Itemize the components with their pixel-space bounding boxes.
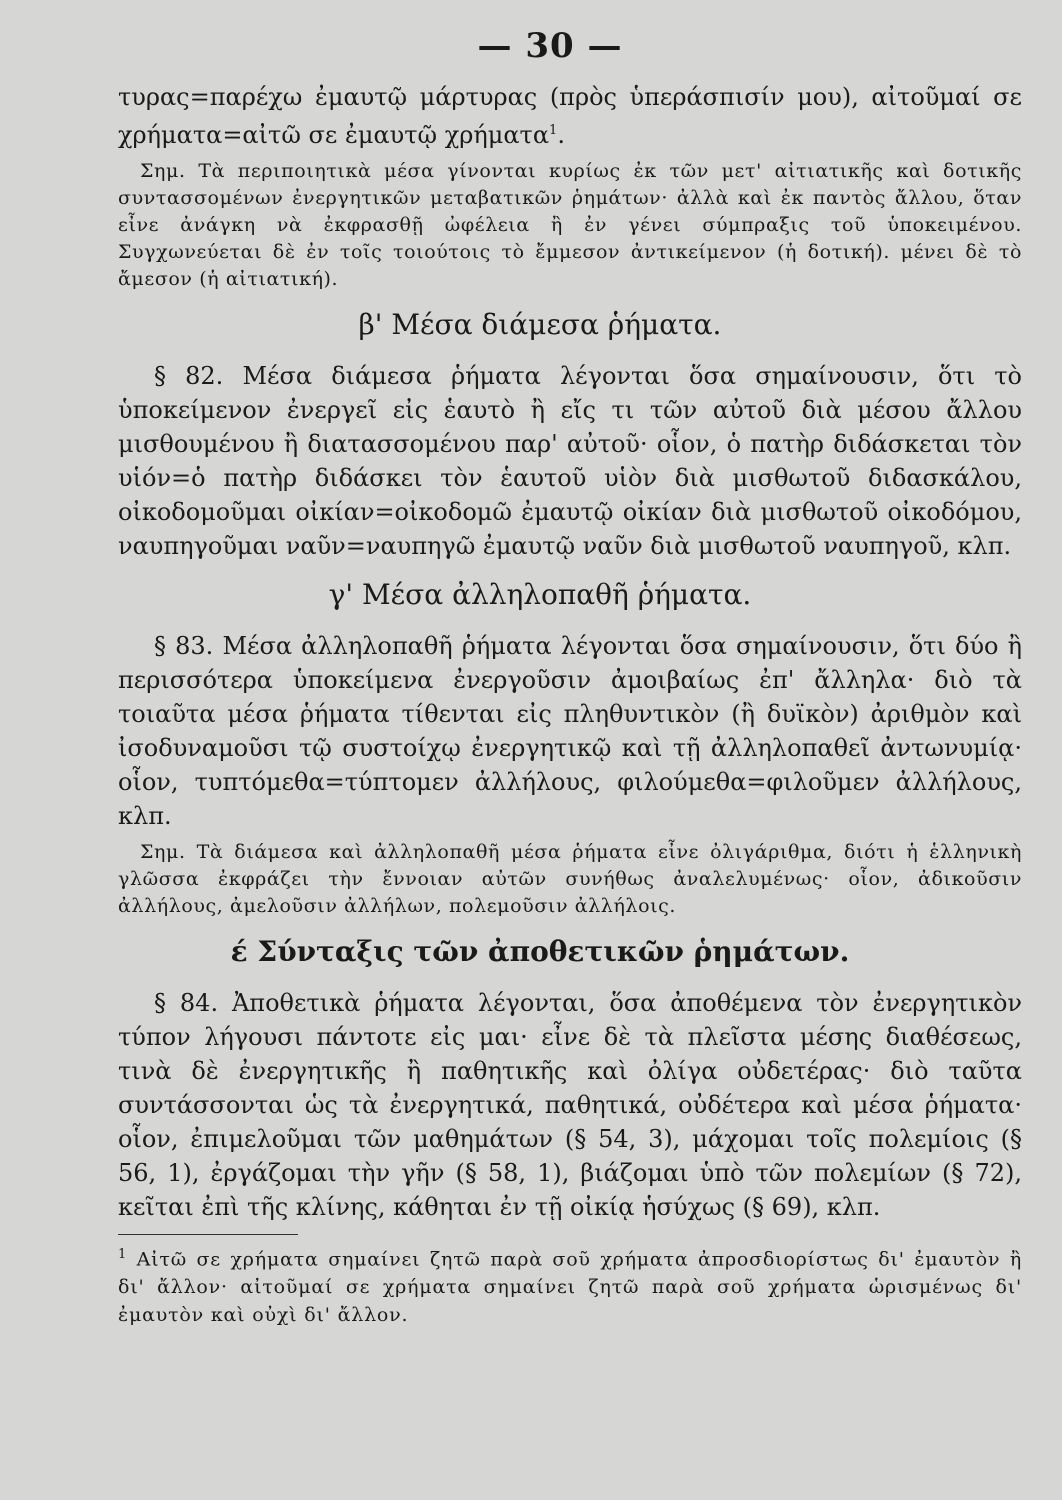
footnote xyxy=(118,1241,1022,1329)
note-2 xyxy=(118,839,1022,920)
continued-text xyxy=(118,80,1022,152)
paragraph-83-block xyxy=(118,629,1022,833)
note-1-text: Τὰ περιποιητικὰ μέσα γίνονται κυρίως ἐκ τῶν μετ' αἰτιατικῆς καὶ δοτικῆς συντασσομένων ἐνεργητικῶν μεταβατικῶν ῥημάτων· ἀλλὰ καὶ ἐκ παντὸς ἄλλου, ὅταν εἶνε ἀνάγκη νὰ ἐκφρασθῇ ὠφέλεια ἢ ἐν γένει σύμπραξις τοῦ ὑποκειμένου. Συγχωνεύεται δὲ ἐν τοῖς τοιούτοις τὸ ἔμμεσον ἀντικείμενον (ἡ δοτική). μένει δὲ τὸ ἄμεσον (ἡ αἰτιατική). xyxy=(118,160,1022,290)
footnote-text: Αἰτῶ σε χρήματα σημαίνει ζητῶ παρὰ σοῦ χρήματα ἀπροσδιορίστως δι' ἐμαυτὸν ἢ δι' ἄλλον· αἰτοῦμαί σε χρήματα σημαίνει ζητῶ παρὰ σοῦ χρήματα ὡρισμένως δι' ἐμαυτὸν καὶ οὐχὶ δι' ἄλλον. xyxy=(118,1248,1023,1327)
footnote-divider xyxy=(118,1234,298,1235)
paragraph-82: § 82. Μέσα διάμεσα ῥήματα λέγονται ὅσα σημαίνουσιν, ὅτι τὸ ὑποκείμενον ἐνεργεῖ εἰς ἑαυτὸ ἢ εἴς τι τῶν αὐτοῦ διὰ μέσου ἄλλου μισθουμένου ἢ διατασσομένου παρ' αὐτοῦ· οἷον, ὁ πατὴρ διδάσκεται τὸν υἱόν=ὁ πατὴρ διδάσκει τὸν ἑαυτοῦ υἱὸν διὰ μισθωτοῦ διδασκάλου, οἰκοδομοῦμαι οἰκίαν=οἰκοδομῶ ἐμαυτῷ οἰκίαν διὰ μισθωτοῦ οἰκοδόμου, ναυπηγοῦμαι ναῦν=ναυπηγῶ ἐμαυτῷ ναῦν διὰ μισθωτοῦ ναυπηγοῦ, κλπ. xyxy=(118,362,1022,560)
note-2-text: Τὰ διάμεσα καὶ ἀλληλοπαθῆ μέσα ῥήματα εἶνε ὀλιγάριθμα, διότι ἡ ἑλληνικὴ γλῶσσα ἐκφράζει τὴν ἔννοιαν αὐτῶν συνήθως ἀναλελυμένως· οἷον, ἀδικοῦσιν ἀλλήλους, ἀμελοῦσιν ἀλλήλων, πολεμοῦσιν ἀλλήλοις. xyxy=(118,841,1022,917)
section-heading-b: β' Μέσα διάμεσα ῥήματα. xyxy=(358,308,722,341)
footnote-marker: 1 xyxy=(118,1247,128,1262)
paragraph-84: § 84. Ἀποθετικὰ ῥήματα λέγονται, ὅσα ἀποθέμενα τὸν ἐνεργητικὸν τύπον λήγουσι πάντοτε εἰς μαι· εἶνε δὲ τὰ πλεῖστα μέσης διαθέσεως, τινὰ δὲ ἐνεργητικῆς ἢ παθητικῆς καὶ ὀλίγα οὐδετέρας· διὸ ταῦτα συντάσσονται ὡς τὰ ἐνεργητικά, παθητικά, οὐδέτερα καὶ μέσα ῥήματα· οἷον, ἐπιμελοῦμαι τῶν μαθημάτων (§ 54, 3), μάχομαι τοῖς πολεμίοις (§ 56, 1), ἐργάζομαι τὴν γῆν (§ 58, 1), βιάζομαι ὑπὸ τῶν πολεμίων (§ 72), κεῖται ἐπὶ τῆς κλίνης, κάθηται ἐν τῇ οἰκίᾳ ἡσύχως (§ 69), κλπ. xyxy=(118,989,1022,1221)
note-1 xyxy=(118,158,1022,293)
continued-line-end: . xyxy=(557,121,565,149)
paragraph-82-block xyxy=(118,359,1022,563)
note-2-label: Σημ. xyxy=(140,841,186,863)
footnote-reference: 1 xyxy=(549,123,558,138)
continued-paragraph xyxy=(118,80,1022,152)
section-heading-e: έ Σύνταξις τῶν ἀποθετικῶν ῥημάτων. xyxy=(230,935,850,968)
paragraph-84-block xyxy=(118,986,1022,1224)
continued-line: τυρας=παρέχω ἐμαυτῷ μάρτυρας (πρὸς ὑπεράσπισίν μου), αἰτοῦμαί σε χρήματα=αἰτῶ σε ἐμαυτῷ χρήματα xyxy=(118,83,1022,149)
section-heading-c: γ' Μέσα ἀλληλοπαθῆ ῥήματα. xyxy=(328,578,752,611)
paragraph-83: § 83. Μέσα ἀλληλοπαθῆ ῥήματα λέγονται ὅσα σημαίνουσιν, ὅτι δύο ἢ περισσότερα ὑποκείμενα ἐνεργοῦσιν ἀμοιβαίως ἐπ' ἄλληλα· διὸ τὰ τοιαῦτα μέσα ῥήματα τίθενται εἰς πληθυντικὸν (ἢ δυϊκὸν) ἀριθμὸν καὶ ἰσοδυναμοῦσι τῷ συστοίχῳ ἐνεργητικῷ καὶ τῇ ἀλληλοπαθεῖ ἀντωνυμίᾳ· οἷον, τυπτόμεθα=τύπτομεν ἀλλήλους, φιλούμεθα=φιλοῦμεν ἀλλήλους, κλπ. xyxy=(118,632,1022,830)
note-1-label: Σημ. xyxy=(140,160,186,182)
page-number: — 30 — xyxy=(477,26,623,66)
